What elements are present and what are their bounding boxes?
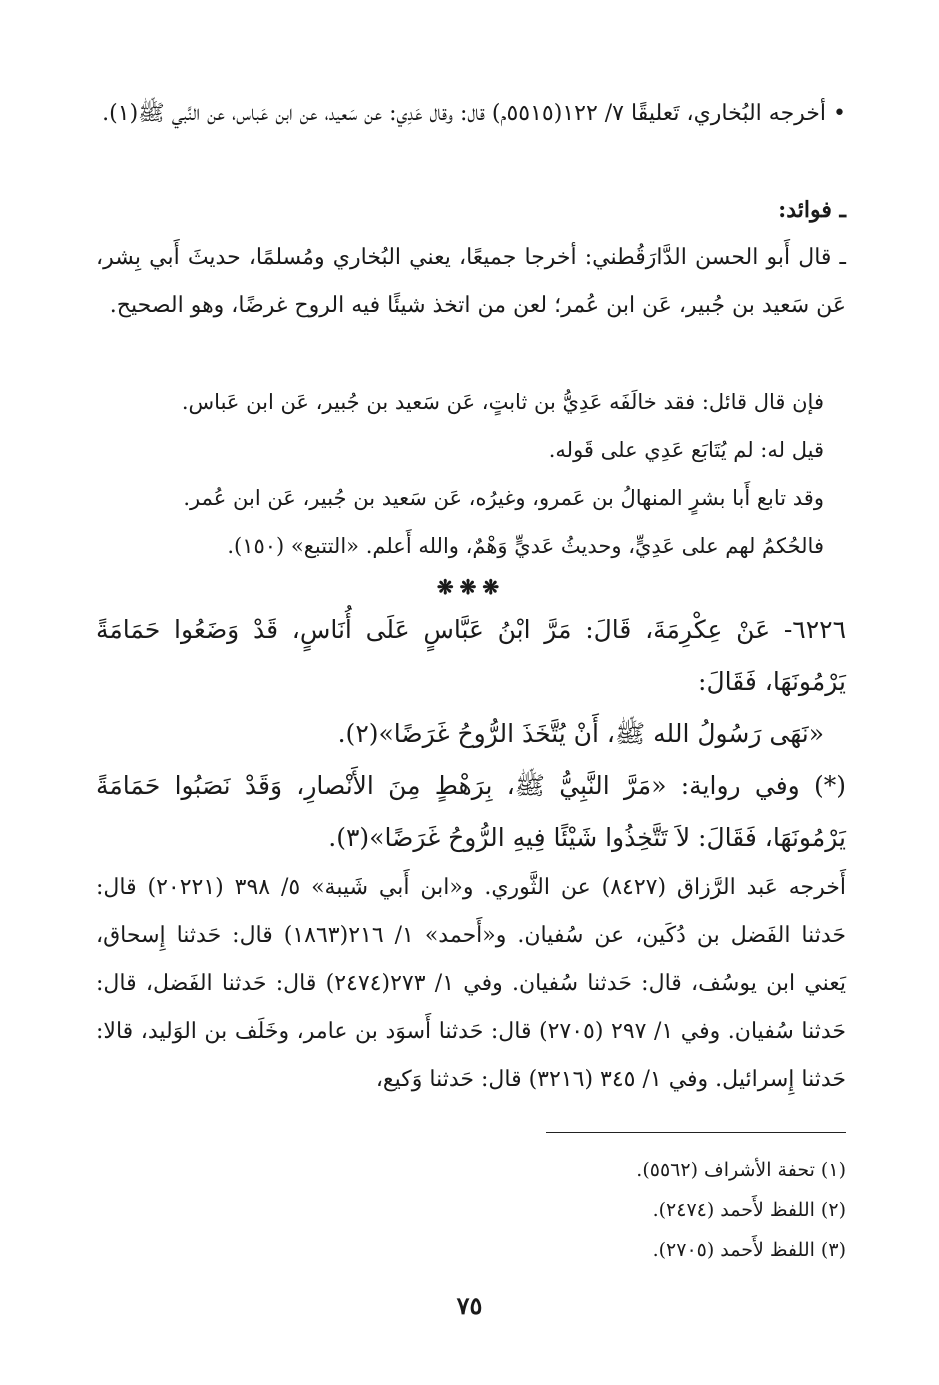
daraqutni-quote: ـ قال أَبو الحسن الدَّارَقُطني: أخرجا جميعًا، يعني البُخاري ومُسلمًا، حديثَ أَبي بِشر، عَن سَعيد بن جُبير، عَن ابن عُمر؛ لعن من اتخذ شيئًا فيه الروح غرضًا، وهو الصحيح. (96, 245, 846, 318)
section-separator: ❋❋❋ (436, 575, 506, 599)
prophetic-text: «نَهَى رَسُولُ الله ﷺ، أَنْ يُتَّخَذَ الرُّوحُ غَرَضًا»(٢). (337, 719, 824, 748)
takhrij-bottom: أَخرجه عَبد الرَّزاق (٨٤٢٧) عن الثَّوري. و«ابن أَبي شَيبة» ٥/ ٣٩٨ (٢٠٢٢١) قال: حَدثنا الفَضل بن دُكَين، عن سُفيان. و«أَحمد» ١/ ٢١٦(١٨٦٣) قال: حَدثنا إِسحاق، يَعني ابن يوسُف، قال: حَدثنا سُفيان. وفي ١/ ٢٧٣(٢٤٧٤) قال: حَدثنا الفَضل، قال: حَدثنا سُفيان. وفي ١/ ٢٩٧ (٢٧٠٥) قال: حَدثنا أَسوَد بن عامر، وخَلَف بن الوَليد، قالا: حَدثنا إِسرائيل. وفي ١/ ٣٤٥ (٣٢١٦) قال: حَدثنا وَكيع، (96, 875, 847, 1092)
narration-variant: (*) وفي رواية: «مَرَّ النَّبِيُّ ﷺ، بِرَهْطٍ مِنَ الأَنْصارِ، وَقَدْ نَصَبُوا حَمَامَةً يَرْمُونَهَا، فَقَالَ: لاَ تَتَّخِذُوا شَيْئًا فِيهِ الرُّوحُ غَرَضًا»(٣). (96, 771, 846, 852)
takhrij-top: • أخرجه البُخاري، تَعليقًا ٧/ ١٢٢(٥٥١٥م) قال: وقال عَدِي: عن سَعيد، عن ابن عَباس، عن النَّبي ﷺ(١). (102, 101, 846, 126)
objection-line: فإن قال قائل: فقد خالَفَه عَدِيُّ بن ثابتٍ، عَن سَعيد بن جُبير، عَن ابن عَباس. (181, 390, 824, 414)
reply-line: قيل له: لم يُتَابَع عَدِي على قَوله. (548, 438, 824, 462)
corroboration-line: وقد تابع أَبا بشرٍ المنهالُ بن عَمرو، وغيرُه، عَن سَعيد بن جُبير، عَن ابن عُمر. (183, 486, 824, 510)
fawaid-heading: ـ فوائد: (778, 197, 846, 223)
page-number: ٧٥ (456, 1291, 483, 1320)
footnotes (96, 1150, 846, 1270)
footnote-3: (٣) اللفظ لأَحمد (٢٧٠٥). (652, 1239, 846, 1261)
main-text (96, 90, 846, 1104)
hadith-main: ٦٢٢٦- عَنْ عِكْرِمَةَ، قَالَ: مَرَّ ابْنُ عَبَّاسٍ عَلَى أُنَاسٍ، قَدْ وَضَعُوا حَمَامَةً يَرْمُونَهَا، فَقَالَ: (96, 615, 847, 696)
footnote-2: (٢) اللفظ لأَحمد (٢٤٧٤). (652, 1199, 846, 1221)
ruling-line: فالحُكمُ لهم على عَدِيٍّ، وحديثُ عَديٍّ وَهْمٌ، والله أَعلم. «التتبع» (١٥٠). (227, 534, 824, 558)
footnote-divider (546, 1132, 846, 1133)
footnote-1: (١) تحفة الأشراف (٥٥٦٢). (636, 1159, 846, 1181)
